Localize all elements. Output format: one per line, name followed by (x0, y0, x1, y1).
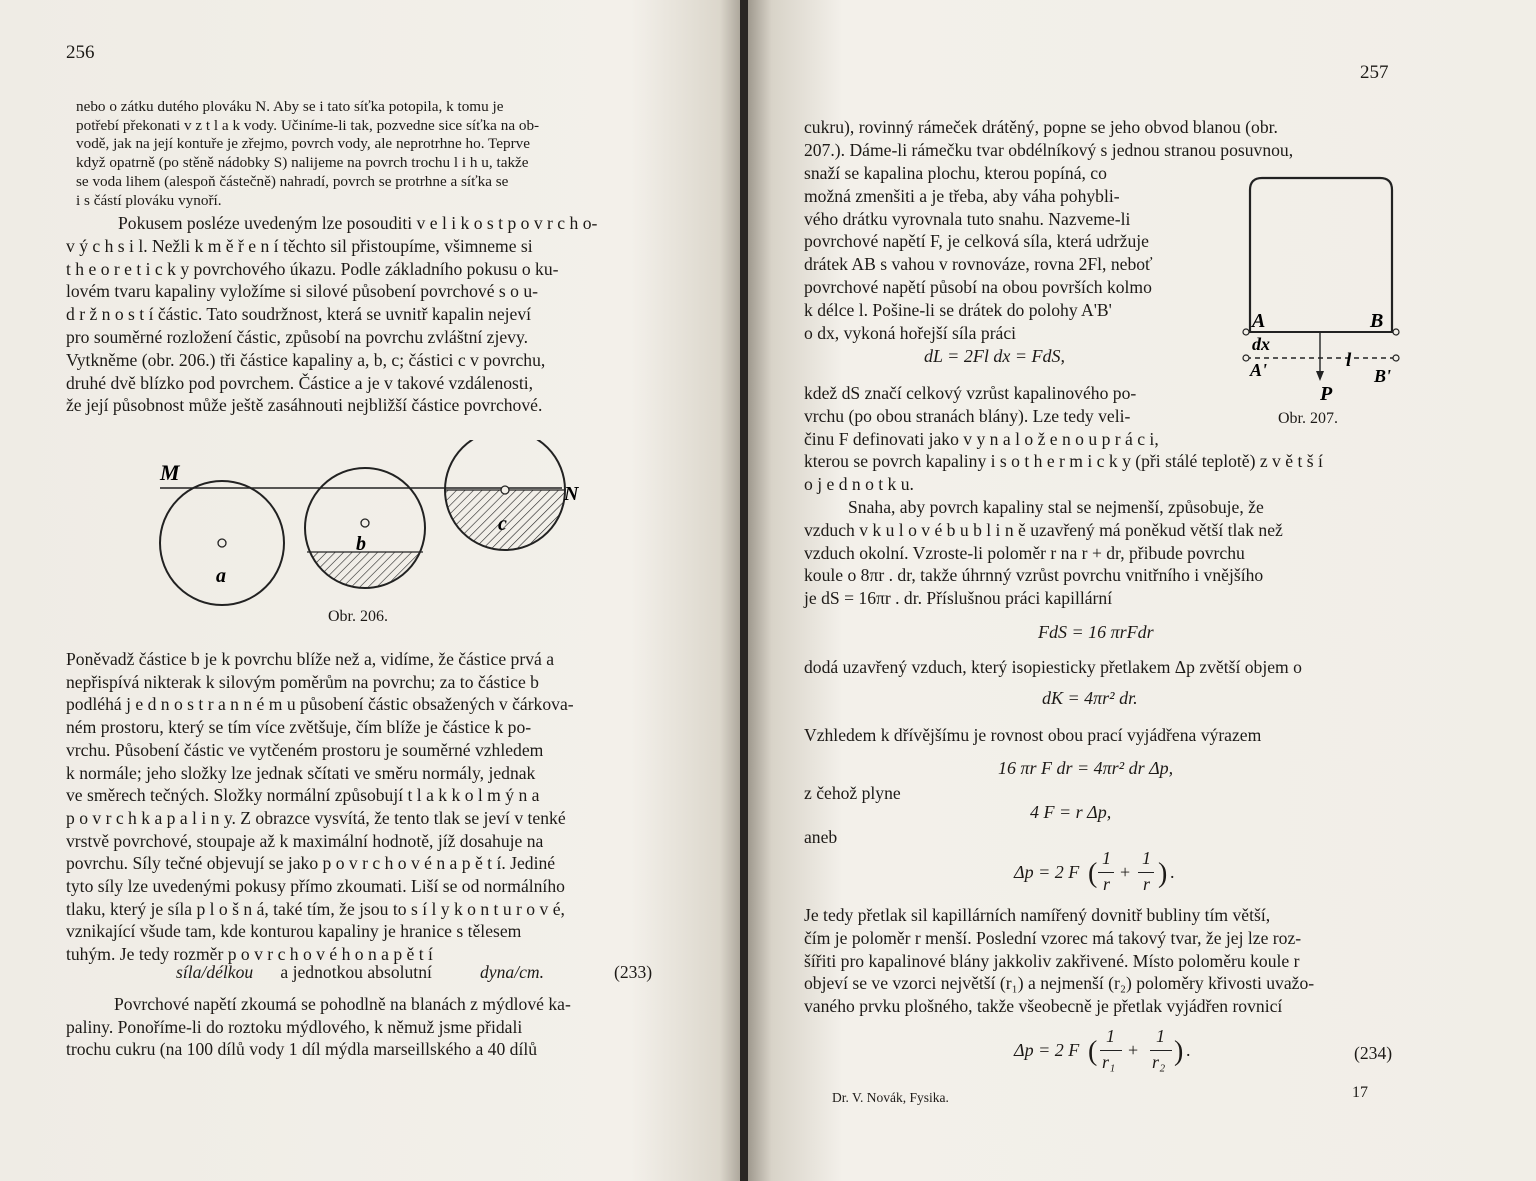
formula-233-mid: a jednotkou absolutní (276, 962, 437, 982)
text-line: k normále; jeho složky lze jednak sčítati ve směru normály, jednak (66, 762, 536, 783)
equation-dL: dL = 2Fl dx = FdS, (924, 346, 1065, 366)
text-line: se voda lihem (alespoň částečně) nahradí, povrch se protrhne a síťka se (76, 172, 509, 190)
text-line: nebo o zátku dutého plováku N. Aby se i tato síťka potopila, k tomu je (76, 98, 504, 115)
label-b: b (356, 533, 366, 555)
text-line: i s částí plováku vynoří. (76, 191, 222, 209)
label-B2: B' (1374, 366, 1392, 386)
equation-dp-1 (1014, 848, 1214, 894)
label-plyne: z čehož plyne (804, 783, 901, 803)
text-line: ve směrech tečných. Složky normální způsobují t l a k k o l m ý n a (66, 785, 540, 806)
figure-206 (150, 440, 580, 615)
text-line: vaného prvku plošného, takže všeobecně je přetlak vyjádřen rovnicí (804, 996, 1283, 1017)
label-A: A (1252, 310, 1266, 332)
text-line: pro souměrné rozložení částic, způsobí na povrchu zvláštní zjevy. (66, 327, 529, 347)
footer-sheet-number: 17 (1352, 1084, 1368, 1101)
text-line: povrchové napětí F, je celková síla, která udržuje (804, 231, 1149, 252)
equation-dK: dK = 4πr² dr. (1042, 688, 1138, 708)
eq-lhs: Δp = 2 F (1014, 1040, 1080, 1060)
text-line: je dS = 16πr . dr. Příslušnou práci kapillární (804, 588, 1113, 609)
text-line: k délce l. Pošine-li se drátek do polohy A'B' (804, 299, 1112, 320)
text-line: šířiti pro kapalinové blány jakkoliv zakřivené. Místo poloměru koule r (804, 950, 1300, 971)
footer-author: Dr. V. Novák, Fysika. (832, 1090, 949, 1105)
text-line: paliny. Ponoříme-li do roztoku mýdlového, k němuž jsme přidali (66, 1016, 523, 1037)
label-P: P (1320, 383, 1333, 405)
frac2-num: 1 (1142, 848, 1151, 868)
formula-234-number: (234) (1354, 1043, 1393, 1063)
eq-end: . (1186, 1040, 1191, 1060)
frac2-den: r (1143, 874, 1151, 894)
text-line: povrchu. Síly tečné objevují se jako p o v r c h o v é n a p ě t í. Jediné (66, 853, 556, 874)
text-line: Je tedy přetlak sil kapillárních namířený dovnitř bubliny tím větší, (804, 905, 1271, 925)
text-line: cukru), rovinný rámeček drátěný, popne se jeho obvod blanou (obr. (804, 117, 1278, 137)
text-line: snaží se kapalina plochu, kterou popíná, co (804, 163, 1107, 183)
eq-lhs: Δp = 2 F (1014, 862, 1080, 882)
text-line: nepřispívá nikterak k silovým poměrům na povrchu; za to částice b (66, 671, 539, 692)
paren-close: ) (1158, 858, 1168, 889)
formula-233-b: dyna/cm. (480, 962, 545, 982)
text-line: Pokusem posléze uvedeným lze posouditi v e l i k o s t p o v r c h o- (118, 213, 598, 233)
text-line: druhé dvě blízko pod povrchem. Částice a je v takové vzdálenosti, (66, 372, 534, 393)
page-number: 257 (1360, 62, 1389, 83)
label-M: M (160, 460, 180, 485)
figure-207-caption: Obr. 207. (1278, 410, 1338, 427)
text-line: tlaku, který je síla p l o š n á, také tím, že jsou to s í l y k o n t u r o v é, (66, 898, 565, 919)
label-aneb: aneb (804, 827, 838, 847)
text-line: tuhým. Je tedy rozměr p o v r c h o v é h o n a p ě t í (66, 944, 433, 965)
figure-206-caption: Obr. 206. (328, 608, 388, 625)
text-line: povrchové napětí působí na obou površích kolmo (804, 277, 1152, 297)
text-line: vrchu. Působení částic ve vytčeném prostoru je souměrné vzhledem (66, 739, 544, 760)
label-N: N (564, 483, 579, 505)
text-line: o dx, vykoná hořejší síla práci (804, 322, 1017, 343)
frac1-num: 1 (1106, 1026, 1115, 1046)
text-line: vzduch okolní. Vzroste-li poloměr r na r + dr, přibude povrchu (804, 542, 1245, 563)
text-line: vrchu (po obou stranách blány). Lze tedy veli- (804, 405, 1131, 426)
text-line: čím je poloměr r menší. Poslední vzorec má takový tvar, že jej lze roz- (804, 927, 1302, 948)
text-line: lovém tvaru kapaliny vyložíme si silové působení povrchové s o u- (66, 281, 539, 302)
text-line: kdež dS značí celkový vzrůst kapalinového po- (804, 383, 1137, 403)
text-line: potřebí překonati v z t l a k vody. Učiníme-li tak, pozvedne sice síťka na ob- (76, 116, 540, 134)
right-page (748, 0, 1536, 1181)
text-line: trochu cukru (na 100 dílů vody 1 díl mýdla marseillského a 40 dílů (66, 1039, 538, 1060)
text-line: v ý c h s i l. Nežli k m ě ř e n í těchto sil přistoupíme, všimneme si (66, 235, 533, 256)
frac1-den: r₁ (1102, 1052, 1116, 1072)
text-line: objeví se ve vzorci největší (r₁) a nejmenší (r₂) poloměry křivosti uvažo- (804, 973, 1315, 994)
frac1-den: r (1103, 874, 1111, 894)
text-line: t h e o r e t i c k y povrchového úkazu. Podle základního pokusu o ku- (66, 258, 559, 279)
frac1-num: 1 (1102, 848, 1111, 868)
wire-frame (1250, 178, 1392, 332)
text-line: 207.). Dáme-li rámečku tvar obdélníkový s jednou stranou posuvnou, (804, 139, 1294, 160)
text-line: Povrchové napětí zkoumá se pohodlně na blanách z mýdlové ka- (114, 994, 571, 1014)
line-vzhledem: Vzhledem k dřívějšímu je rovnost obou prací vyjádřena výrazem (804, 725, 1262, 745)
equation-FdS: FdS = 16 πrFdr (1038, 622, 1154, 642)
text-line: činu F definovati jako v y n a l o ž e n o u p r á c i, (804, 428, 1159, 449)
text-line: že její působnost může ještě zasáhnouti nejbližší částice povrchové. (66, 395, 543, 416)
eq-end: . (1170, 862, 1175, 882)
label-A2: A' (1250, 360, 1268, 380)
text-line: Vytkněme (obr. 206.) tři částice kapaliny a, b, c; částici c v povrchu, (66, 349, 546, 370)
frac2-den: r₂ (1152, 1052, 1166, 1072)
text-line: když opatrně (po stěně nádobky S) nalijeme na povrch trochu l i h u, takže (76, 154, 529, 172)
text-line: vodě, jak na její kontuře je zřejmo, povrch vody, ale neprotrhne ho. Teprve (76, 135, 530, 153)
text-line: tyto síly lze uvedenými pokusy přímo zkoumati. Liší se od normálního (66, 876, 565, 896)
text-line: možná zmenšiti a je třeba, aby váha pohybli- (804, 185, 1120, 206)
text-line: Snaha, aby povrch kapaliny stal se nejmenší, způsobuje, že (848, 497, 1264, 517)
line-doda: dodá uzavřený vzduch, který isopiesticky přetlakem Δp zvětší objem o (804, 657, 1302, 677)
label-c: c (498, 513, 507, 535)
label-l: l (1346, 350, 1352, 371)
paren-open: ( (1088, 1036, 1098, 1067)
page-number: 256 (66, 42, 95, 63)
plus: + (1120, 862, 1131, 882)
equation-4F: 4 F = r Δp, (1030, 802, 1112, 822)
text-line: vrstvě povrchové, stoupaje až k maximální hodnotě, jíž dosahuje na (66, 830, 544, 851)
equation-16: 16 πr F dr = 4πr² dr Δp, (998, 758, 1174, 778)
text-line: vznikající všude tam, kde konturou kapaliny je hranice s tělesem (66, 921, 522, 942)
label-B: B (1370, 310, 1384, 332)
paren-open: ( (1088, 858, 1098, 889)
text-line: podléhá j e d n o s t r a n n é m u působení částic obsažených v čárkova- (66, 694, 574, 715)
formula-233-a: síla/délkou (176, 962, 254, 982)
left-page (0, 0, 742, 1181)
frac2-num: 1 (1156, 1026, 1165, 1046)
text-line: o j e d n o t k u. (804, 473, 914, 494)
label-dx: dx (1252, 334, 1270, 354)
label-a: a (216, 565, 226, 587)
text-line: drátek AB s vahou v rovnováze, rovna 2Fl, neboť (804, 254, 1153, 275)
text-line: Poněvadž částice b je k povrchu blíže než a, vidíme, že částice prvá a (66, 649, 555, 669)
text-line: d r ž n o s t í částic. Tato soudržnost, která se uvnitř kapalin nejeví (66, 304, 532, 325)
text-line: koule o 8πr . dr, takže úhrnný vzrůst povrchu vnitřního i vnějšího (804, 565, 1264, 586)
figure-207 (1240, 170, 1412, 410)
paren-close: ) (1174, 1036, 1184, 1067)
text-line: p o v r c h k a p a l i n y. Z obrazce vysvítá, že tento tlak se jeví v tenké (66, 807, 566, 828)
text-line: kterou se povrch kapaliny i s o t h e r m i c k y (při stálé teplotě) z v ě t š í (804, 451, 1323, 471)
equation-dp-2 (1014, 1026, 1234, 1074)
text-line: vzduch v k u l o v é b u b l i n ě uzavřený má poněkud větší tlak než (804, 519, 1283, 540)
plus: + (1128, 1040, 1139, 1060)
formula-233-number: (233) (614, 962, 653, 982)
text-line: ném prostoru, který se tím více zvětšuje, čím blíže je částice k po- (66, 717, 532, 738)
text-line: vého drátku vyrovnala tuto snahu. Nazveme-li (804, 208, 1131, 229)
